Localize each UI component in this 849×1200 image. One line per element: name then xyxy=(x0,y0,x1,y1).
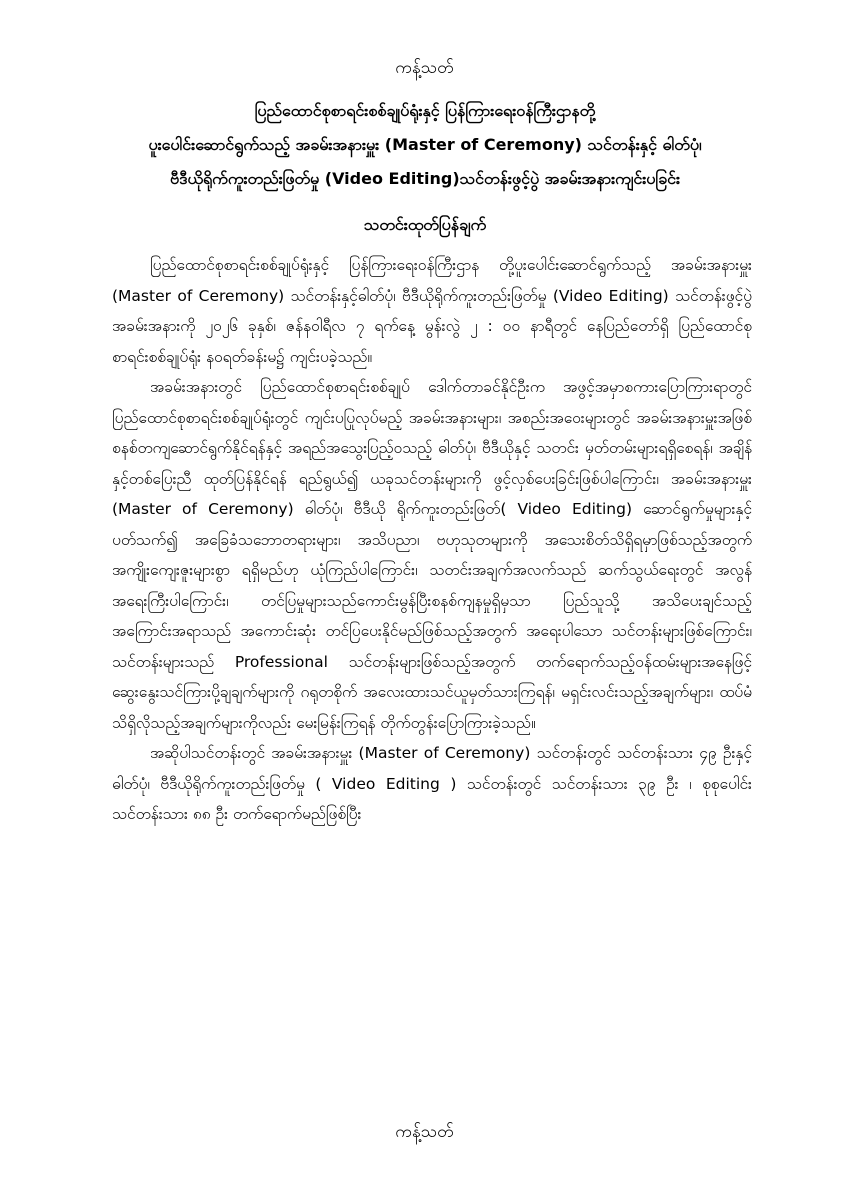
paragraph-opening: ပြည်ထောင်စုစာရင်းစစ်ချုပ်ရုံးနှင့် ပြန်ကြားရေးဝန်ကြီးဌာန တို့ပူးပေါင်းဆောင်ရွက်သည့် အခမ်းအနားမှူး (Master of Ceremony) သင်တန်းနှင့်ဓါတ်ပုံ၊ ဗီဒီယိုရိုက်ကူးတည်းဖြတ်မှု (Video Editing) သင်တန်းဖွင့်ပွဲအခမ်းအနားကို ၂၀၂၆ ခုနှစ်၊ ဇန်နဝါရီလ ၇ ရက်နေ့ မွန်းလွဲ ၂ : ၀၀ နာရီတွင် နေပြည်တော်ရှိ ပြည်ထောင်စုစာရင်းစစ်ချုပ်ရုံး နဝရတ်ခန်းမ၌ ကျင်းပခဲ့သည်။ xyxy=(112,256,752,366)
press-release-title xyxy=(80,94,770,242)
title-line-1: ပြည်ထောင်စုစာရင်းစစ်ချုပ်ရုံးနှင့် ပြန်ကြားရေးဝန်ကြီးဌာနတို့ xyxy=(254,101,596,120)
title-line-3: ဗီဒီယိုရိုက်ကူးတည်းဖြတ်မှု (Video Editing)သင်တန်းဖွင့်ပွဲ အခမ်းအနားကျင်းပခြင်း xyxy=(169,169,681,188)
paragraph-attendance: အဆိုပါသင်တန်းတွင် အခမ်းအနားမှူး (Master of Ceremony) သင်တန်းတွင် သင်တန်းသား ၄၉ ဦးနှင့် ဓါတ်ပုံ၊ ဗီဒီယိုရိုက်ကူးတည်းဖြတ်မှု ( Video Editing ) သင်တန်းတွင် သင်တန်းသား ၃၉ ဦး ၊ စုစုပေါင်း သင်တန်းသား ၈၈ ဦး တက်ရောက်မည်ဖြစ်ပြီး xyxy=(112,744,752,823)
restricted-header: ကန့်သတ် xyxy=(395,58,454,78)
body-text xyxy=(112,250,752,830)
press-release-subtitle: သတင်းထုတ်ပြန်ချက် xyxy=(363,215,487,234)
paragraph-speech: အခမ်းအနားတွင် ပြည်ထောင်စုစာရင်းစစ်ချုပ် ဒေါက်တာခင်နိုင်ဦးက အဖွင့်အမှာစကားပြောကြားရာတွင် ပြည်ထောင်စုစာရင်းစစ်ချုပ်ရုံးတွင် ကျင်းပပြုလုပ်မည့် အခမ်းအနားများ၊ အစည်းအဝေးများတွင် အခမ်းအနားမှူးအဖြစ် စနစ်တကျဆောင်ရွက်နိုင်ရန်နှင့် အရည်အသွေးပြည့်ဝသည့် ဓါတ်ပုံ၊ ဗီဒီယိုနှင့် သတင်း မှတ်တမ်းများရရှိစေရန်၊ အချိန်နှင့်တစ်ပြေးညီ ထုတ်ပြန်နိုင်ရန် ရည်ရွယ်၍ ယခုသင်တန်းများကို ဖွင့်လှစ်ပေးခြင်းဖြစ်ပါကြောင်း၊ အခမ်းအနားမှူး (Master of Ceremony) ဓါတ်ပုံ၊ ဗီဒီယို ရိုက်ကူးတည်းဖြတ်( Video Editing) ဆောင်ရွက်မှုများနှင့်ပတ်သက်၍ အခြေခံသဘောတရားများ၊ အသိပညာ၊ ဗဟုသုတများကို အသေးစိတ်သိရှိရမှာဖြစ်သည့်အတွက် အကျိုးကျေးဇူးများစွာ ရရှိမည်ဟု ယုံကြည်ပါကြောင်း၊ သတင်းအချက်အလက်သည် ဆက်သွယ်ရေးတွင် အလွန်အရေးကြီးပါကြောင်း၊ တင်ပြမှုများသည်ကောင်းမွန်ပြီးစနစ်ကျနမှုရှိမှသာ ပြည်သူသို့ အသိပေးချင်သည့်အကြောင်းအရာသည် အကောင်းဆုံး တင်ပြပေးနိုင်မည်ဖြစ်သည့်အတွက် အရေးပါသော သင်တန်းများဖြစ်ကြောင်း၊ သင်တန်းများသည် Professional သင်တန်းများဖြစ်သည့်အတွက် တက်ရောက်သည့်ဝန်ထမ်းများအနေဖြင့် ဆွေးနွေးသင်ကြားပို့ချချက်များကို ဂရုတစိုက် အလေးထားသင်ယူမှတ်သားကြရန်၊ မရှင်းလင်းသည့်အချက်များ၊ ထပ်မံသိရှိလိုသည့်အချက်များကိုလည်း မေးမြန်းကြရန် တိုက်တွန်းပြောကြားခဲ့သည်။ xyxy=(112,378,752,732)
title-line-2: ပူးပေါင်းဆောင်ရွက်သည့် အခမ်းအနားမှူး (Master of Ceremony) သင်တန်းနှင့် ဓါတ်ပုံ၊ xyxy=(148,135,702,154)
restricted-footer: ကန့်သတ် xyxy=(395,1122,454,1142)
